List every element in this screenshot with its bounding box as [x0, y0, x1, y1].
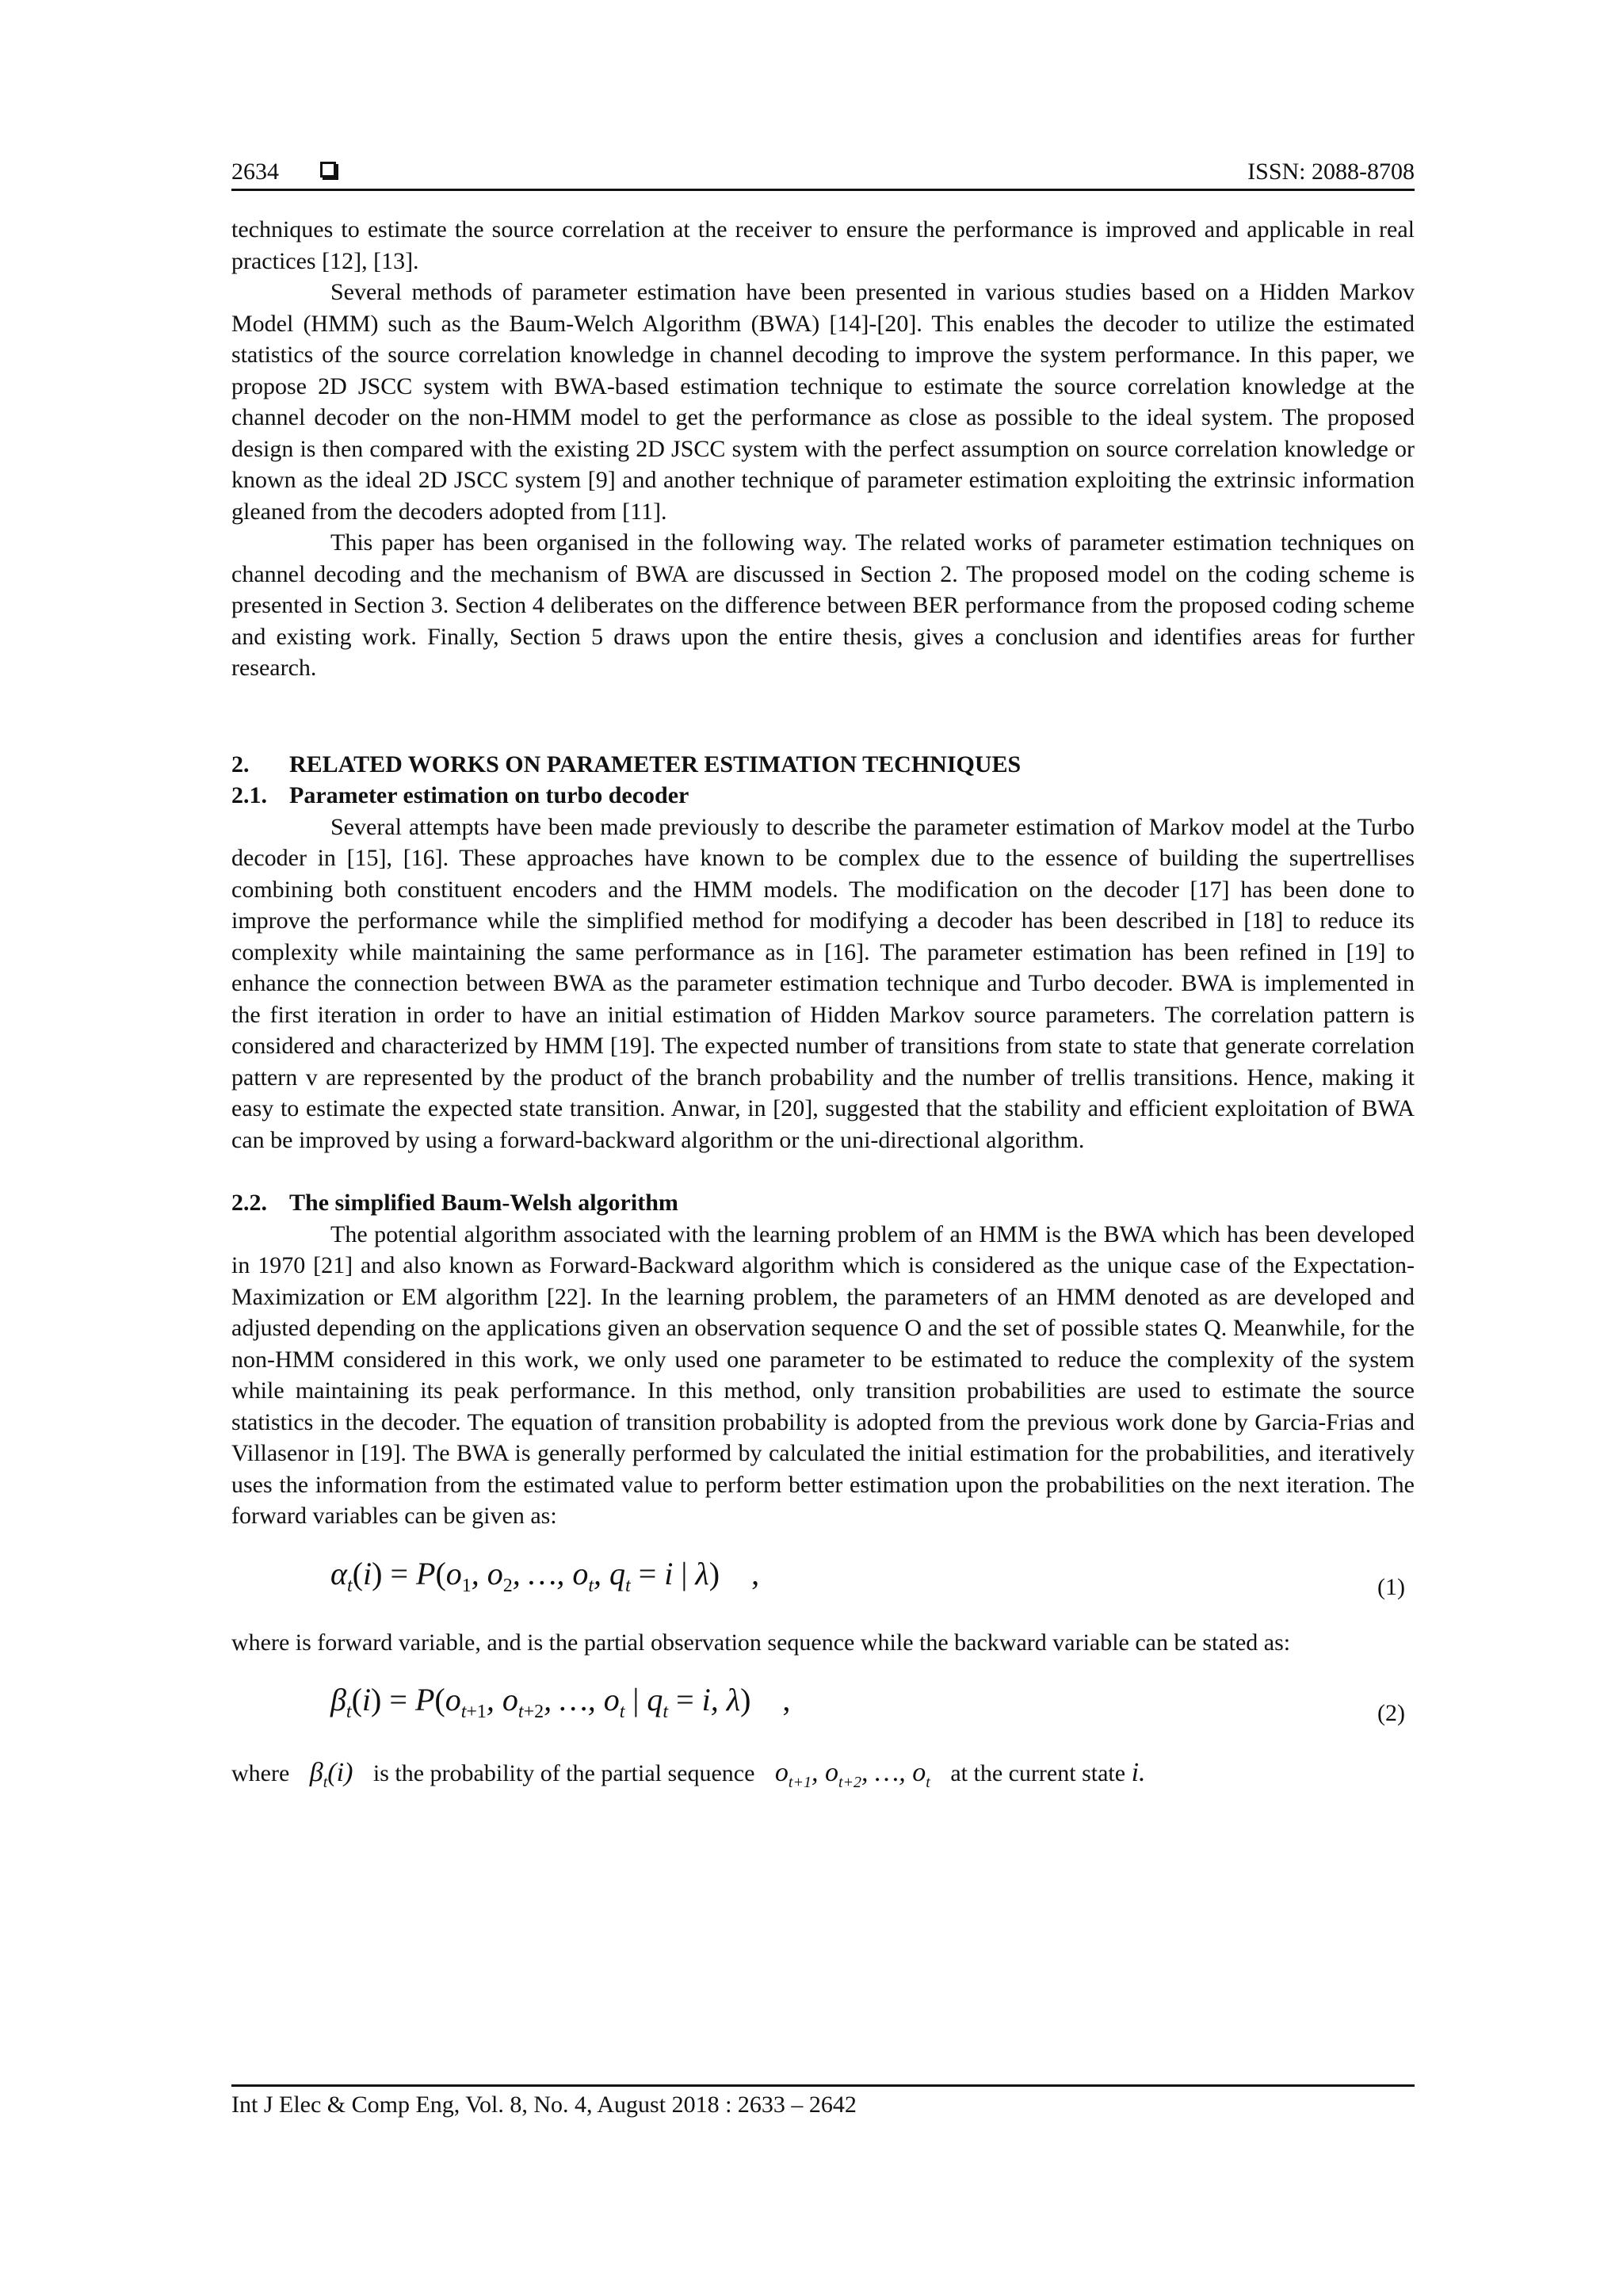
equation-1-formula: $\alpha_t(i) = P(o_1$, $o_2$, …, $o_t$, $q_t = i$ | λ) ,: [330, 1555, 760, 1596]
page-footer: Int J Elec & Comp Eng, Vol. 8, No. 4, August 2018 : 2633 – 2642: [231, 2084, 1415, 2122]
page-body: [231, 214, 1415, 1802]
subsection-2-1-number: 2.1.: [231, 782, 267, 808]
subsection-2-2-heading: [231, 1187, 1415, 1219]
equation-2: [231, 1680, 1415, 1729]
subsection-2-1-text: Several attempts have been made previously to describe the parameter estimation of Markov model at the Turbo decoder in [15], [16]. These approaches have known to be complex due to the essence of building the supertrellises combining both constituent encoders and the HMM models. The modification on the decoder [17] has been done to improve the performance while the simplified method for modifying a decoder has been described in [18] to reduce its complexity while maintaining the same performance as in [16]. The parameter estimation has been refined in [19] to enhance the connection between BWA as the parameter estimation technique and Turbo decoder. BWA is implemented in the first iteration in order to have an initial estimation of Hidden Markov source parameters. The correlation pattern is considered and characterized by HMM [19]. The expected number of transitions from state to state that generate correlation pattern v are represented by the product of the branch probability and the number of trellis transitions. Hence, making it easy to estimate the expected state transition. Anwar, in [20], suggested that the stability and efficient exploitation of BWA can be improved by using a forward-backward algorithm or the uni-directional algorithm.: [231, 813, 1415, 1153]
section-2-number: 2.: [231, 751, 250, 777]
section-2-heading: [231, 749, 1415, 781]
equation-1-number: (1): [1377, 1573, 1405, 1600]
equation-1: [231, 1554, 1415, 1603]
where-word: where: [231, 1760, 290, 1786]
section-2-title: RELATED WORKS ON PARAMETER ESTIMATION TECHNIQUES: [289, 751, 1022, 777]
beta-inline-math: $\beta_t(i)$: [309, 1758, 353, 1791]
journal-issn: ISSN: 2088-8708: [1247, 159, 1415, 185]
paragraph-organisation: This paper has been organised in the following way. The related works of parameter estimation techniques on channel decoding and the mechanism of BWA are discussed in Section 2. The proposed model on the coding scheme is presented in Section 3. Section 4 deliberates on the difference between BER performance from the proposed coding scheme and existing work. Finally, Section 5 draws upon the entire thesis, gives a conclusion and identifies areas for further research.: [231, 529, 1415, 681]
equation-2-number: (2): [1377, 1700, 1405, 1726]
subsection-2-2-title: The simplified Baum-Welsh algorithm: [289, 1190, 678, 1216]
square-box-icon: [320, 162, 336, 178]
subsection-2-1-heading: [231, 780, 1415, 812]
paragraph-after-equation-1: where is forward variable, and is the partial observation sequence while the backward variable can be stated as:: [231, 1629, 1291, 1656]
sequence-inline-math: $o_{t+1}$, $o_{t+2}$, …, $o_t$: [774, 1758, 930, 1791]
subsection-2-2-text: The potential algorithm associated with the learning problem of an HMM is the BWA which has been developed in 1970 [21] and also known as Forward-Backward algorithm which is considered as the unique case of the Expectation-Maximization or EM algorithm [22]. In the learning problem, the parameters of an HMM denoted as are developed and adjusted depending on the applications given an observation sequence O and the set of possible states Q. Meanwhile, for the non-HMM considered in this work, we only used one parameter to be estimated to reduce the complexity of the system while maintaining its peak performance. In this method, only transition probabilities are used to estimate the source statistics in the decoder. The equation of transition probability is adopted from the previous work done by Garcia-Frias and Villasenor in [19]. The BWA is generally performed by calculated the initial estimation for the probabilities, and iteratively uses the information from the estimated value to perform better estimation upon the probabilities on the next iteration. The forward variables can be given as:: [231, 1221, 1415, 1529]
where-sentence: [231, 1753, 1415, 1802]
paragraph-continued: techniques to estimate the source correlation at the receiver to ensure the performance is improved and applicable in real practices [12], [13].: [231, 216, 1415, 274]
where-state-text: at the current state: [950, 1760, 1126, 1786]
subsection-2-2-number: 2.2.: [231, 1190, 267, 1216]
state-i-inline-math: i.: [1131, 1758, 1146, 1787]
page-header: [231, 155, 1415, 191]
subsection-2-1-title: Parameter estimation on turbo decoder: [289, 782, 689, 808]
page-number: 2634: [231, 159, 279, 185]
paragraph-hmm-methods: Several methods of parameter estimation have been presented in various studies based on a Hidden Markov Model (HMM) such as the Baum-Welch Algorithm (BWA) [14]-[20]. This enables the decoder to utilize the estimated statistics of the source correlation knowledge in channel decoding to improve the system performance. In this paper, we propose 2D JSCC system with BWA-based estimation technique to estimate the source correlation knowledge at the channel decoder on the non-HMM model to get the performance as close as possible to the ideal system. The proposed design is then compared with the existing 2D JSCC system with the perfect assumption on source correlation knowledge or known as the ideal 2D JSCC system [9] and another technique of parameter estimation exploiting the extrinsic information gleaned from the decoders adopted from [11].: [231, 279, 1415, 525]
where-probability-text: is the probability of the partial sequence: [372, 1760, 755, 1786]
equation-2-formula: $\beta_t(i) = P(o_{t+1}$, $o_{t+2}$, …, $o_t$ | $q_t = i$, λ) ,: [330, 1682, 791, 1722]
